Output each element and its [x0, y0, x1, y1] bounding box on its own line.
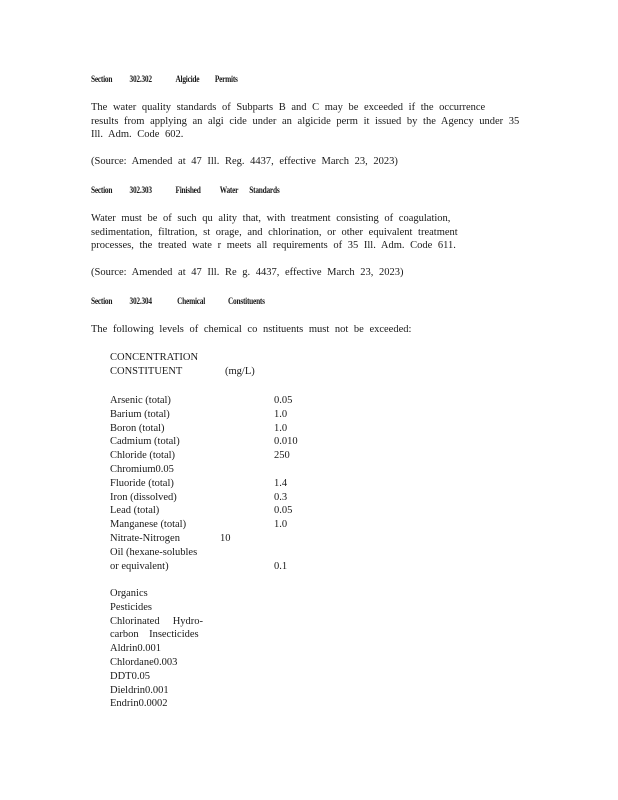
- heading-word: Standards: [249, 185, 280, 195]
- header-concentration: CONCENTRATION: [110, 352, 199, 363]
- heading-word: Section: [91, 185, 113, 195]
- heading-word: Section: [91, 74, 113, 84]
- section-heading-302-302: [91, 74, 238, 84]
- source-note-302-303: (Source: Amended at 47 Ill. Re g. 4437, effective March 23, 2023): [91, 267, 404, 278]
- section-body-302-302: The water quality standards of Subparts B and C may be exceeded if the occurrence results from applying an algi cide under an algicide perm it issued by the Agency under 35 Ill. Adm. Code 602.: [91, 102, 520, 140]
- document-page: Section 302.302 Algicide Permits The water quality standards of Subparts B and C may be exceeded if the occurrence results from applying an algi cide under an algicide perm it issued by the Agency under 35 Ill. Adm. Code 602. (Source: Amended at 47 Ill. Reg. 4437, effective March 23, 2023) Section 302.303 Finished Water Standards Water must be of such qu ality that, with treatment consisting of coagulation, sedimentation, filtration, st orage, and chlorination, or other equivalent treatment processes, the treated wate r meets all requirements of 35 Ill. Adm. Code 611. (Source: Amended at 47 Ill. Re g. 4437, effective March 23, 2023) Section 302.304 Chemical Constituents The following levels of chemical co nstituents must not be exceeded: CONCENTRATION CONSTITUENT (mg/L) Arsenic (total) 0.05 Barium (total) 1.0 Boron (total) 1.0 Cadmium (total) 0.010 Chloride (total) 250 Chromium0.05 Fluoride (total) 1.4 Iron (dissolved) 0.3 Lead (total) 0.05 Manganese (total) 1.0 Nitrate-Nitrogen 10 Oil (hexane-solubles or equivalent) 0.1 Organics Pesticides Chlorinated Hydro- carbon Insecticides Aldrin0.001 Chlordane0.003 DDT0.05 Dieldrin0.001 Endrin0.0002: [0, 0, 618, 800]
- list-item: Chlorinated Hydro-: [110, 615, 204, 627]
- section-body-302-304: The following levels of chemical co nstituents must not be exceeded:: [91, 324, 412, 335]
- table-header: [110, 351, 198, 379]
- heading-word: Water: [219, 185, 239, 195]
- organics-list: [110, 587, 203, 711]
- list-item: Chlordane0.003: [110, 656, 178, 668]
- heading-word: Chemical: [177, 296, 206, 306]
- list-item: Aldrin0.001: [110, 643, 162, 655]
- list-item: Endrin0.0002: [110, 698, 168, 710]
- heading-number: 302.303: [129, 185, 152, 195]
- list-item: Organics: [110, 588, 148, 599]
- header-constituent: CONSTITUENT: [110, 366, 183, 377]
- section-body-302-303: Water must be of such qu ality that, with treatment consisting of coagulation, sedimentation, filtration, st orage, and chlorination, or other equivalent treatment processes, the treated wate r meets all requirements of 35 Ill. Adm. Code 611.: [91, 213, 458, 251]
- list-item: Pesticides: [110, 601, 152, 613]
- heading-number: 302.304: [129, 296, 152, 306]
- header-unit: (mg/L): [225, 366, 255, 377]
- heading-word: Algicide: [175, 74, 200, 84]
- heading-number: 302.302: [129, 74, 152, 84]
- list-item: DDT0.05: [110, 670, 150, 682]
- section-heading-302-303: [91, 185, 279, 195]
- heading-word: Section: [91, 296, 113, 306]
- heading-word: Permits: [214, 74, 238, 84]
- heading-word: Constituents: [227, 296, 265, 306]
- section-heading-302-304: [91, 296, 265, 306]
- heading-word: Finished: [175, 185, 201, 195]
- list-item: Dieldrin0.001: [110, 684, 169, 696]
- list-item: carbon Insecticides: [110, 629, 199, 641]
- source-note-302-302: (Source: Amended at 47 Ill. Reg. 4437, effective March 23, 2023): [91, 156, 398, 167]
